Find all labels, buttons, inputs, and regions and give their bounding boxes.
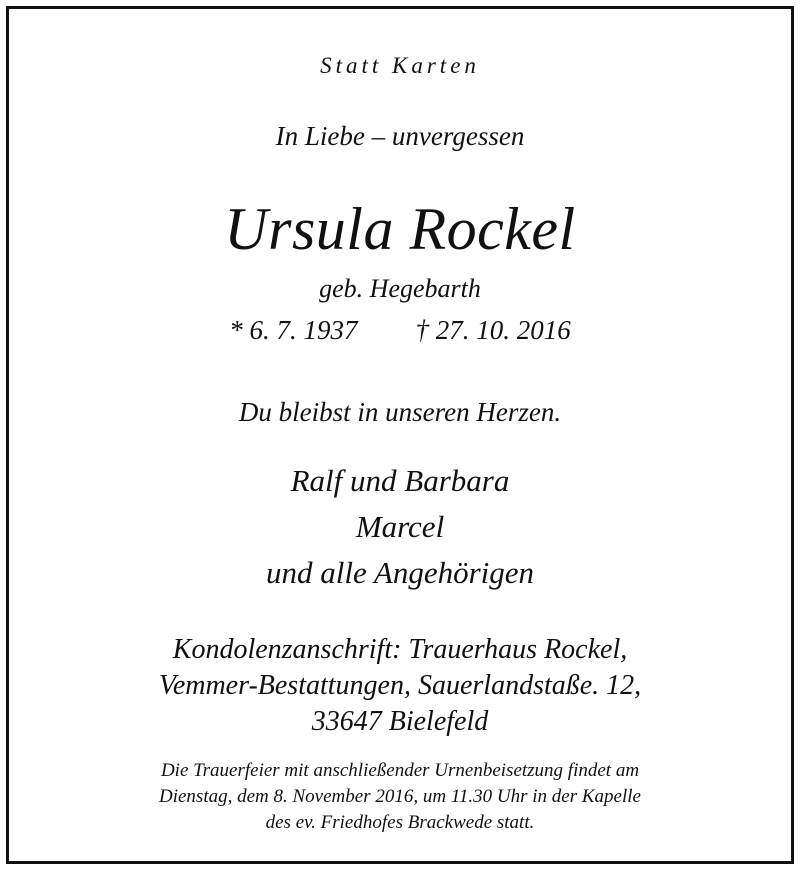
deceased-name: Ursula Rockel (224, 196, 576, 262)
life-dates (9, 315, 791, 346)
birth-date: * 6. 7. 1937 (229, 315, 358, 345)
condolence-address-line: 33647 Bielefeld (311, 706, 489, 737)
remembrance-text: Du bleibst in unseren Herzen. (238, 397, 562, 427)
family-line: und alle Angehörigen (265, 555, 535, 590)
obituary-notice (6, 6, 794, 864)
header-text: Statt Karten (320, 53, 480, 78)
service-info-line: Dienstag, dem 8. November 2016, um 11.30 Uhr in der Kapelle (159, 786, 641, 807)
condolence-address-line: Vemmer-Bestattungen, Sauerlandstaße. 12, (158, 670, 642, 701)
family-line: Ralf und Barbara (290, 463, 510, 498)
service-info-line: des ev. Friedhofes Brackwede statt. (265, 812, 535, 833)
service-info-line: Die Trauerfeier mit anschließender Urnenbeisetzung findet am (160, 760, 640, 781)
family-line: Marcel (355, 509, 445, 544)
death-date: † 27. 10. 2016 (415, 315, 571, 345)
condolence-address-line: Kondolenzanschrift: Trauerhaus Rockel, (172, 634, 628, 665)
motto-text: In Liebe – unvergessen (275, 121, 525, 151)
maiden-name: geb. Hegebarth (319, 274, 481, 303)
